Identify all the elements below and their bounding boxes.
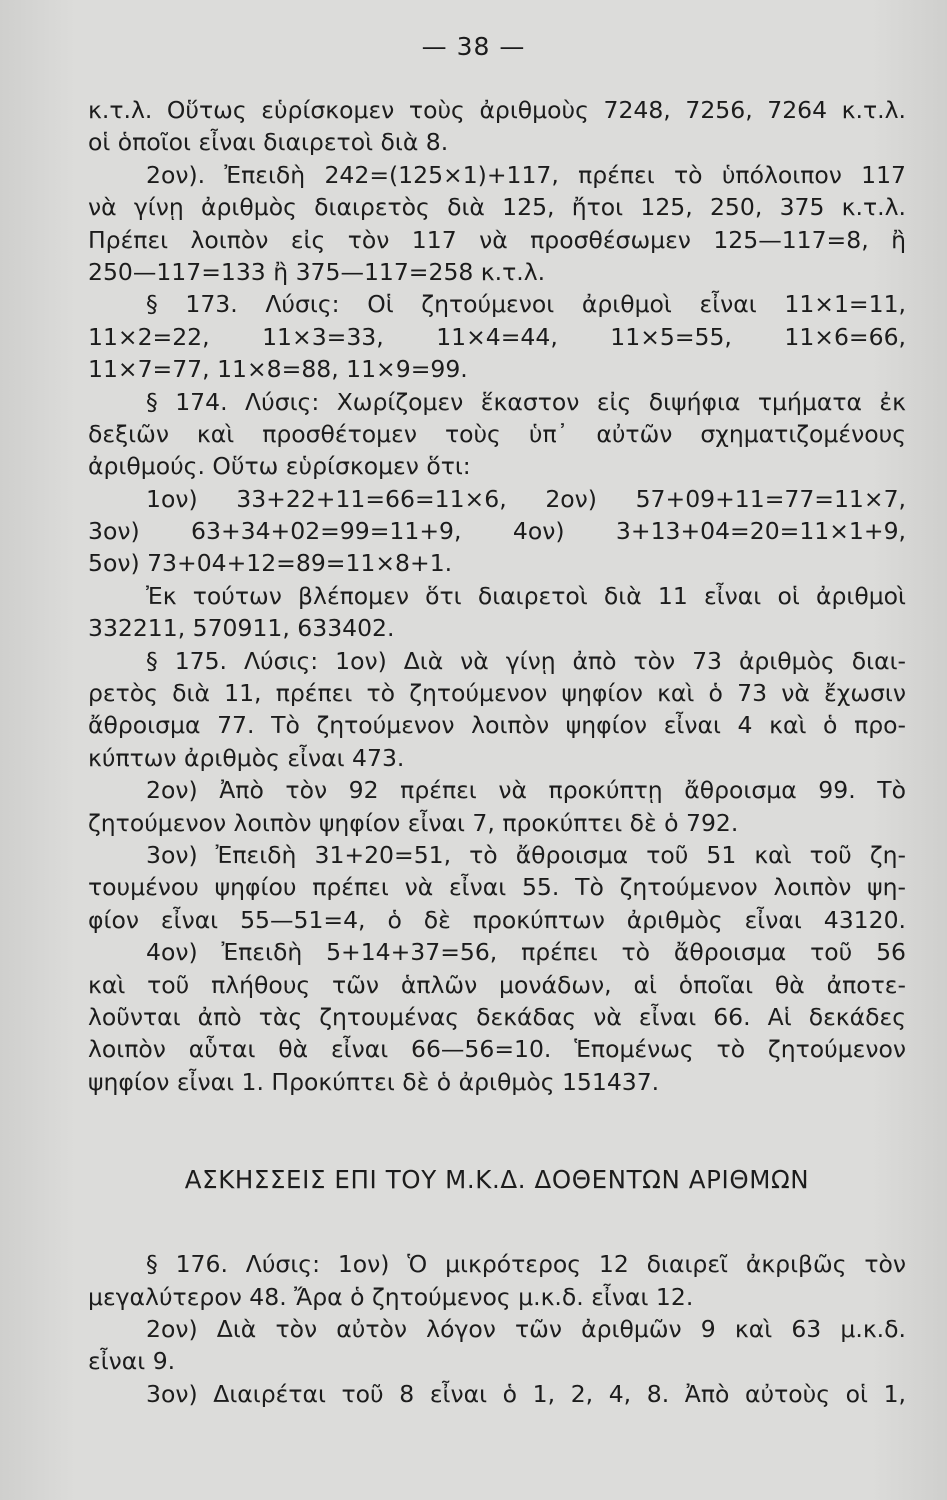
section-174-line: § 174. Λύσις: Χωρίζομεν ἕκαστον εἰς διψήφια τμήματα ἐκ — [146, 387, 906, 416]
text-line: Ἐκ τούτων βλέπομεν ὅτι διαιρετοὶ διὰ 11 εἶναι οἱ ἀριθμοὶ — [146, 581, 906, 610]
text-line: κύπτων ἀριθμὸς εἶναι 473. — [88, 743, 405, 772]
text-line: καὶ τοῦ πλήθους τῶν ἁπλῶν μονάδων, αἱ ὁποῖαι θὰ ἀποτε- — [88, 970, 906, 999]
text-line: ζητούμενον λοιπὸν ψηφίον εἶναι 7, προκύπτει δὲ ὁ 792. — [88, 808, 739, 837]
text-line: τουμένου ψηφίου πρέπει νὰ εἶναι 55. Τὸ ζητούμενον λοιπὸν ψη- — [88, 873, 906, 902]
text-line: 2ον) Ἀπὸ τὸν 92 πρέπει νὰ προκύπτῃ ἄθροισμα 99. Τὸ — [146, 776, 906, 805]
text-line: λοῦνται ἀπὸ τὰς ζητουμένας δεκάδας νὰ εἶναι 66. Αἱ δεκάδες — [88, 1002, 906, 1031]
text-line: 3ον) 63+34+02=99=11+9, 4ον) 3+13+04=20=11×1+9, — [88, 517, 906, 546]
text-line: μεγαλύτερον 48. Ἄρα ὁ ζητούμενος μ.κ.δ. εἶναι 12. — [88, 1282, 694, 1311]
spacer — [88, 1098, 906, 1160]
page-number: — 38 — — [421, 32, 526, 61]
section-176-line: § 176. Λύσις: 1ον) Ὁ μικρότερος 12 διαιρεῖ ἀκριβῶς τὸν — [146, 1250, 906, 1279]
page-body — [88, 94, 906, 1410]
text-line: δεξιῶν καὶ προσθέτομεν τοὺς ὑπ᾽ αὐτῶν σχηματιζομένους — [88, 419, 906, 448]
text-line: 5ον) 73+04+12=89=11×8+1. — [88, 549, 453, 578]
section-173-line: § 173. Λύσις: Οἱ ζητούμενοι ἀριθμοὶ εἶναι 11×1=11, — [146, 290, 906, 319]
text-line: 11×2=22, 11×3=33, 11×4=44, 11×5=55, 11×6=66, — [88, 322, 906, 351]
text-line: λοιπὸν αὗται θὰ εἶναι 66—56=10. Ἑπομένως τὸ ζητούμενον — [88, 1035, 906, 1064]
text-line: ρετὸς διὰ 11, πρέπει τὸ ζητούμενον ψηφίον καὶ ὁ 73 νὰ ἔχωσιν — [88, 679, 906, 708]
text-line: 2ον). Ἐπειδὴ 242=(125×1)+117, πρέπει τὸ ὑπόλοιπον 117 — [146, 160, 906, 189]
text-line: ἀριθμούς. Οὕτω εὑρίσκομεν ὅτι: — [88, 452, 471, 481]
section-175-line: § 175. Λύσις: 1ον) Διὰ νὰ γίνῃ ἀπὸ τὸν 73 ἀριθμὸς διαι- — [146, 646, 906, 675]
text-line: ψηφίον εἶναι 1. Προκύπτει δὲ ὁ ἀριθμὸς 151437. — [88, 1067, 660, 1096]
text-line: 11×7=77, 11×8=88, 11×9=99. — [88, 355, 468, 384]
text-line: φίον εἶναι 55—51=4, ὁ δὲ προκύπτων ἀριθμὸς εἶναι 43120. — [88, 905, 906, 934]
text-line: 4ον) Ἐπειδὴ 5+14+37=56, πρέπει τὸ ἄθροισμα τοῦ 56 — [146, 938, 906, 967]
text-line: 250—117=133 ἢ 375—117=258 κ.τ.λ. — [88, 257, 546, 286]
spacer — [88, 1200, 906, 1248]
text-line: ἄθροισμα 77. Τὸ ζητούμενον λοιπὸν ψηφίον εἶναι 4 καὶ ὁ προ- — [88, 711, 906, 740]
section-heading: ΑΣΚΗΣΣΕΙΣ ΕΠΙ ΤΟΥ Μ.Κ.Δ. ΔΟΘΕΝΤΩΝ ΑΡΙΘΜΩΝ — [184, 1165, 810, 1195]
text-line: κ.τ.λ. Οὕτως εὑρίσκομεν τοὺς ἀριθμοὺς 7248, 7256, 7264 κ.τ.λ. — [88, 96, 906, 124]
text-line: νὰ γίνῃ ἀριθμὸς διαιρετὸς διὰ 125, ἤτοι 125, 250, 375 κ.τ.λ. — [88, 193, 906, 222]
text-line: 332211, 570911, 633402. — [88, 614, 395, 643]
text-line: Πρέπει λοιπὸν εἰς τὸν 117 νὰ προσθέσωμεν 125—117=8, ἢ — [88, 225, 906, 254]
text-line: 3ον) Διαιρέται τοῦ 8 εἶναι ὁ 1, 2, 4, 8. Ἀπὸ αὐτοὺς οἱ 1, — [146, 1379, 906, 1408]
text-line: 1ον) 33+22+11=66=11×6, 2ον) 57+09+11=77=11×7, — [146, 484, 906, 513]
text-line: 3ον) Ἐπειδὴ 31+20=51, τὸ ἄθροισμα τοῦ 51 καὶ τοῦ ζη- — [146, 840, 906, 869]
text-line: 2ον) Διὰ τὸν αὐτὸν λόγον τῶν ἀριθμῶν 9 καὶ 63 μ.κ.δ. — [146, 1314, 906, 1343]
text-line: εἶναι 9. — [88, 1347, 176, 1376]
text-line: οἱ ὁποῖοι εἶναι διαιρετοὶ διὰ 8. — [88, 128, 449, 157]
